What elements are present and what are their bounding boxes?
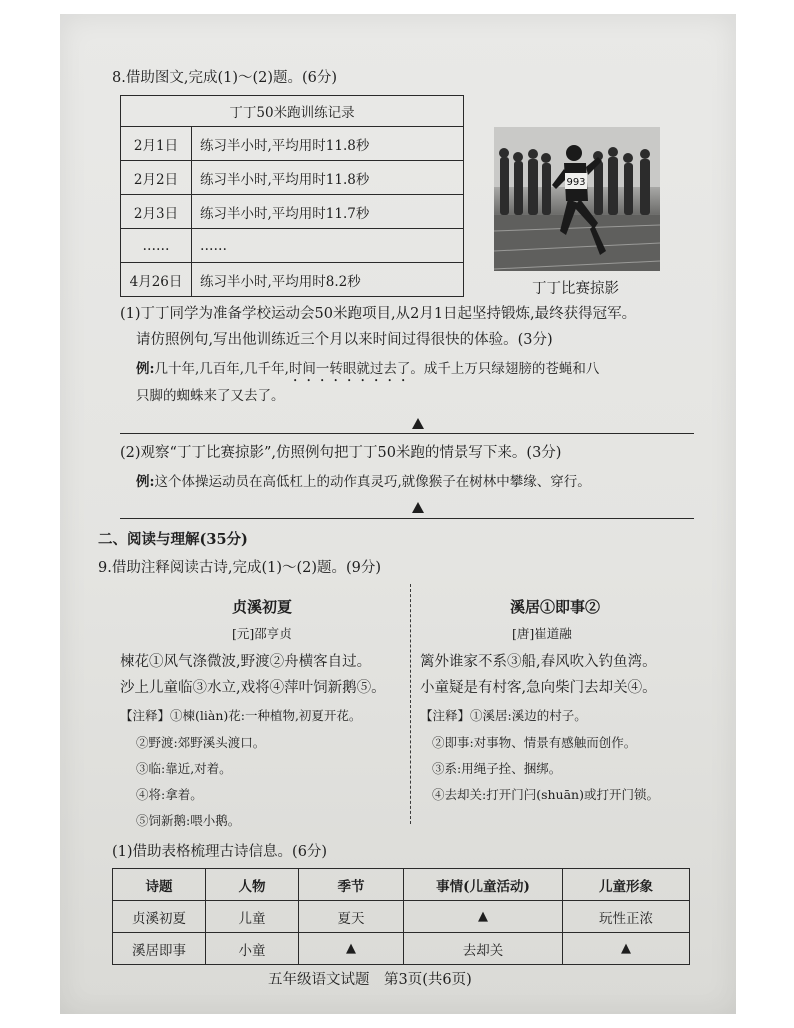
example-2-text: 这个体操运动员在高低杠上的动作真灵巧,就像猴子在树林中攀缘、穿行。	[154, 474, 591, 490]
example-sentence-2	[136, 470, 591, 490]
record-date: 4月26日	[121, 263, 192, 297]
answer-line[interactable]	[120, 518, 694, 519]
training-record-table	[120, 95, 464, 297]
poem1-note: ⑤饲新鹅:喂小鹅。	[136, 813, 241, 828]
poem1-title: 贞溪初夏	[232, 598, 293, 616]
poem1-line1: 楝花①风气涤微波,野渡②舟横客自过。	[120, 654, 372, 670]
answer-line[interactable]	[120, 433, 694, 434]
q8-sub2: (2)观察“丁丁比赛掠影”,仿照例句把丁丁50米跑的情景写下来。(3分)	[120, 445, 562, 461]
answer-blank-cell[interactable]: ▲	[299, 933, 404, 965]
poem2-title: 溪居①即事②	[510, 598, 601, 616]
example-label: 例:	[136, 474, 155, 490]
q8-sub1-line2: 请仿照例句,写出他训练近三个月以来时间过得很快的体验。(3分)	[136, 332, 553, 348]
q9-stem: 9.借助注释阅读古诗,完成(1)～(2)题。(9分)	[98, 560, 382, 576]
poem2-note: 【注释】①溪居:溪边的村子。	[420, 708, 587, 723]
poem2-note: ③系:用绳子拴、捆绑。	[432, 761, 562, 776]
example-1-emphasis: 时间一转眼就过去了	[288, 361, 411, 377]
table-row	[113, 901, 690, 933]
record-text: 练习半小时,平均用时8.2秒	[192, 263, 464, 297]
table-row	[121, 229, 464, 263]
column-header: 人物	[206, 869, 299, 901]
page-footer: 五年级语文试题 第3页(共6页)	[268, 972, 472, 988]
race-photo-illustration	[494, 127, 660, 271]
table-header-row	[113, 869, 690, 901]
table-cell: 去却关	[404, 933, 563, 965]
runner-bib-number: 993	[566, 177, 586, 188]
table-cell: 夏天	[299, 901, 404, 933]
answer-blank-cell[interactable]: ▲	[563, 933, 690, 965]
table-cell: 小童	[206, 933, 299, 965]
section-title: 二、阅读与理解(35分)	[98, 531, 248, 548]
table-row	[121, 195, 464, 229]
q9-sub1: (1)借助表格梳理古诗信息。(6分)	[112, 844, 328, 860]
poem2-note: ②即事:对事物、情景有感触而创作。	[432, 735, 637, 750]
q8-sub1-line1: (1)丁丁同学为准备学校运动会50米跑项目,从2月1日起坚持锻炼,最终获得冠军。	[120, 306, 637, 322]
record-date: ……	[121, 229, 192, 263]
record-date: 2月2日	[121, 161, 192, 195]
poem2-note: ④去却关:打开门闩(shuān)或打开门锁。	[432, 787, 659, 802]
photo-caption: 丁丁比赛掠影	[532, 281, 619, 297]
answer-marker-icon	[412, 418, 424, 429]
example-1-part-a: 几十年,几百年,几千年,	[154, 361, 289, 377]
poem1-note: ④将:拿着。	[136, 787, 203, 802]
poem2-author: [唐]崔道融	[512, 626, 572, 641]
answer-marker-icon	[412, 502, 424, 513]
record-date: 2月3日	[121, 195, 192, 229]
poem2-line1: 篱外谁家不系③船,春风吹入钓鱼湾。	[420, 654, 657, 670]
record-text: 练习半小时,平均用时11.8秒	[192, 127, 464, 161]
poem-divider	[410, 584, 411, 824]
record-date: 2月1日	[121, 127, 192, 161]
record-text: ……	[192, 229, 464, 263]
example-1-line2: 只脚的蜘蛛来了又去了。	[136, 388, 285, 404]
race-photo	[494, 127, 660, 271]
table-row	[113, 933, 690, 965]
table-row	[121, 127, 464, 161]
table-cell: 玩性正浓	[563, 901, 690, 933]
column-header: 事情(儿童活动)	[404, 869, 563, 901]
table-row	[121, 263, 464, 297]
table-cell: 贞溪初夏	[113, 901, 206, 933]
answer-blank-cell[interactable]: ▲	[404, 901, 563, 933]
poem1-note: 【注释】①楝(liàn)花:一种植物,初夏开花。	[120, 708, 362, 723]
example-1-part-c: 。成千上万只绿翅膀的苍蝇和八	[410, 361, 600, 377]
column-header: 诗题	[113, 869, 206, 901]
poem1-line2: 沙上儿童临③水立,戏将④萍叶饲新鹅⑤。	[120, 680, 386, 696]
column-header: 季节	[299, 869, 404, 901]
poem-summary-table	[112, 868, 690, 965]
poem1-note: ②野渡:郊野溪头渡口。	[136, 735, 266, 750]
column-header: 儿童形象	[563, 869, 690, 901]
poem1-note: ③临:靠近,对着。	[136, 761, 232, 776]
table-cell: 儿童	[206, 901, 299, 933]
poem2-line2: 小童疑是有村客,急向柴门去却关④。	[420, 680, 657, 696]
table-row	[121, 161, 464, 195]
example-sentence-1	[136, 357, 599, 385]
q8-stem: 8.借助图文,完成(1)～(2)题。(6分)	[112, 70, 338, 86]
poem1-author: [元]邵亨贞	[232, 626, 292, 641]
record-text: 练习半小时,平均用时11.7秒	[192, 195, 464, 229]
example-label: 例:	[136, 361, 155, 377]
table-cell: 溪居即事	[113, 933, 206, 965]
record-text: 练习半小时,平均用时11.8秒	[192, 161, 464, 195]
record-table-title: 丁丁50米跑训练记录	[121, 96, 464, 127]
